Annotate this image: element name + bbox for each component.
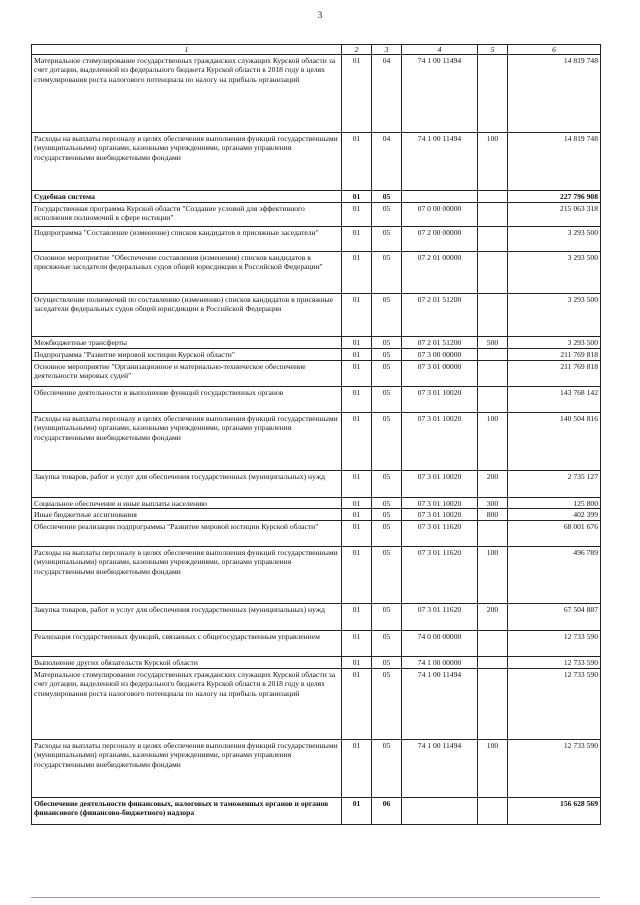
row-section-cell: 01 [342,203,372,227]
row-subsection-cell: 05 [372,668,402,739]
page-number: 3 [317,10,323,20]
column-header-csr: 4 [402,45,478,55]
row-name-cell: Расходы на выплаты персоналу в целях обеспечения выполнения функций государственными (муниципальными) органами, казенными учреждениями, органами управления государственными внебюджетными фондами [32,413,342,471]
row-expense-type-cell [478,294,508,337]
row-section-cell: 01 [342,520,372,546]
row-expense-type-cell [478,55,508,133]
row-target-article-cell: 74 1 00 11494 [402,668,478,739]
row-target-article-cell: 07 3 01 10020 [402,413,478,471]
row-subsection-cell: 05 [372,471,402,498]
row-expense-type-cell [478,227,508,252]
row-expense-type-cell [478,387,508,413]
row-amount-cell: 143 768 142 [508,387,601,413]
row-expense-type-cell: 200 [478,603,508,630]
row-amount-cell: 227 796 908 [508,191,601,203]
row-name-cell: Подпрограмма "Развитие мировой юстиции Курской области" [32,349,342,361]
row-subsection-cell: 05 [372,413,402,471]
row-name-cell: Социальное обеспечение и иные выплаты населению [32,498,342,509]
row-subsection-cell: 04 [372,55,402,133]
row-amount-cell: 496 789 [508,546,601,603]
page-bottom-edge [31,897,600,898]
row-expense-type-cell [478,361,508,387]
row-expense-type-cell: 300 [478,498,508,509]
row-target-article-cell: 74 0 00 00000 [402,630,478,656]
row-amount-cell: 215 063 318 [508,203,601,227]
row-name-cell: Межбюджетные трансферты [32,337,342,349]
column-header-pr: 3 [372,45,402,55]
row-target-article-cell: 07 3 01 11620 [402,520,478,546]
row-section-cell: 01 [342,498,372,509]
row-amount-cell: 67 504 887 [508,603,601,630]
row-target-article-cell: 07 2 01 00000 [402,252,478,294]
row-subsection-cell: 05 [372,337,402,349]
row-expense-type-cell: 100 [478,413,508,471]
row-expense-type-cell [478,191,508,203]
row-target-article-cell: 07 2 00 00000 [402,227,478,252]
row-amount-cell: 14 819 748 [508,55,601,133]
row-subsection-cell: 05 [372,603,402,630]
row-name-cell: Обеспечение реализации подпрограммы "Развитие мировой юстиции Курской области" [32,520,342,546]
row-name-cell: Реализация государственных функций, связанных с общегосударственным управлением [32,630,342,656]
row-subsection-cell: 05 [372,498,402,509]
table-row [32,603,601,630]
table-row [32,471,601,498]
row-subsection-cell: 05 [372,739,402,797]
row-section-cell: 01 [342,797,372,824]
row-target-article-cell: 07 2 01 51200 [402,294,478,337]
row-target-article-cell: 74 1 00 11494 [402,739,478,797]
row-section-cell: 01 [342,227,372,252]
row-amount-cell: 12 733 590 [508,739,601,797]
row-name-cell: Обеспечение деятельности финансовых, налоговых и таможенных органов и органов финансового (финансово-бюджетного) надзора [32,797,342,824]
row-target-article-cell [402,797,478,824]
row-amount-cell: 3 293 500 [508,337,601,349]
row-target-article-cell: 07 3 01 00000 [402,361,478,387]
row-subsection-cell: 05 [372,227,402,252]
table-row [32,509,601,520]
column-header-name: 1 [32,45,342,55]
row-amount-cell: 402 399 [508,509,601,520]
row-amount-cell: 3 293 500 [508,252,601,294]
row-target-article-cell: 74 1 00 11494 [402,133,478,191]
table-row [32,387,601,413]
row-section-cell: 01 [342,133,372,191]
row-expense-type-cell [478,656,508,668]
row-section-cell: 01 [342,413,372,471]
column-header-sum: 6 [508,45,601,55]
row-section-cell: 01 [342,349,372,361]
row-name-cell: Расходы на выплаты персоналу в целях обеспечения выполнения функций государственными (муниципальными) органами, казенными учреждениями, органами управления государственными внебюджетными фондами [32,546,342,603]
row-section-cell: 01 [342,191,372,203]
row-section-cell: 01 [342,55,372,133]
row-name-cell: Судебная система [32,191,342,203]
row-name-cell: Выполнение других обязательств Курской области [32,656,342,668]
row-name-cell: Закупка товаров, работ и услуг для обеспечения государственных (муниципальных) нужд [32,603,342,630]
row-target-article-cell: 07 3 01 11620 [402,603,478,630]
row-target-article-cell [402,191,478,203]
row-expense-type-cell: 100 [478,739,508,797]
table-row [32,520,601,546]
row-section-cell: 01 [342,337,372,349]
table-row [32,668,601,739]
row-target-article-cell: 74 1 00 11494 [402,55,478,133]
row-section-cell: 01 [342,603,372,630]
table-row [32,361,601,387]
row-expense-type-cell: 100 [478,133,508,191]
row-subsection-cell: 05 [372,656,402,668]
row-expense-type-cell [478,520,508,546]
row-amount-cell: 211 769 818 [508,361,601,387]
row-name-cell: Расходы на выплаты персоналу в целях обеспечения выполнения функций государственными (муниципальными) органами, казенными учреждениями, органами управления государственными внебюджетными фондами [32,739,342,797]
row-amount-cell: 12 733 590 [508,668,601,739]
row-target-article-cell: 07 3 00 00000 [402,349,478,361]
row-subsection-cell: 05 [372,387,402,413]
row-expense-type-cell [478,349,508,361]
table-row [32,349,601,361]
row-subsection-cell: 05 [372,546,402,603]
row-section-cell: 01 [342,471,372,498]
row-subsection-cell: 05 [372,509,402,520]
table-row [32,630,601,656]
row-amount-cell: 68 001 676 [508,520,601,546]
row-section-cell: 01 [342,252,372,294]
row-name-cell: Иные бюджетные ассигнования [32,509,342,520]
row-name-cell: Осуществление полномочий по составлению (изменению) списков кандидатов в присяжные заседатели федеральных судов общей юрисдикции в Российской Федерации [32,294,342,337]
column-header-vr: 5 [478,45,508,55]
row-target-article-cell: 74 1 00 00000 [402,656,478,668]
row-section-cell: 01 [342,630,372,656]
row-expense-type-cell: 100 [478,546,508,603]
row-subsection-cell: 06 [372,797,402,824]
row-target-article-cell: 07 3 01 11620 [402,546,478,603]
row-section-cell: 01 [342,656,372,668]
row-expense-type-cell [478,252,508,294]
row-section-cell: 01 [342,294,372,337]
row-amount-cell: 14 819 748 [508,133,601,191]
row-section-cell: 01 [342,509,372,520]
row-section-cell: 01 [342,546,372,603]
budget-table [31,44,601,825]
column-header-rz: 2 [342,45,372,55]
row-amount-cell: 156 628 569 [508,797,601,824]
row-expense-type-cell [478,797,508,824]
row-name-cell: Расходы на выплаты персоналу в целях обеспечения выполнения функций государственными (муниципальными) органами, казенными учреждениями, органами управления государственными внебюджетными фондами [32,133,342,191]
row-name-cell: Закупка товаров, работ и услуг для обеспечения государственных (муниципальных) нужд [32,471,342,498]
row-expense-type-cell: 200 [478,471,508,498]
row-name-cell: Материальное стимулирование государственных гражданских служащих Курской области за счет дотации, выделенной из федерального бюджета Курской области в 2018 году в целях стимулирования роста налогового потенциала по налогу на прибыль организаций [32,55,342,133]
table-row [32,337,601,349]
table-row [32,546,601,603]
table-row [32,252,601,294]
table-row [32,498,601,509]
row-subsection-cell: 05 [372,630,402,656]
row-section-cell: 01 [342,739,372,797]
table-row [32,203,601,227]
row-name-cell: Основное мероприятие "Организационное и материально-техническое обеспечение деятельности мировых судей" [32,361,342,387]
row-expense-type-cell: 800 [478,509,508,520]
row-amount-cell: 3 293 500 [508,294,601,337]
row-amount-cell: 3 293 500 [508,227,601,252]
row-amount-cell: 12 733 590 [508,630,601,656]
row-name-cell: Основное мероприятие "Обеспечение составления (изменения) списков кандидатов в присяжные заседатели федеральных судов общей юрисдикции в Российской Федерации" [32,252,342,294]
table-row [32,739,601,797]
row-expense-type-cell: 500 [478,337,508,349]
row-subsection-cell: 05 [372,203,402,227]
table-row [32,227,601,252]
row-section-cell: 01 [342,361,372,387]
row-name-cell: Подпрограмма "Составление (изменение) списков кандидатов в присяжные заседатели" [32,227,342,252]
row-expense-type-cell [478,630,508,656]
row-target-article-cell: 07 0 00 00000 [402,203,478,227]
table-row [32,55,601,133]
row-subsection-cell: 05 [372,361,402,387]
row-subsection-cell: 04 [372,133,402,191]
table-row [32,656,601,668]
table-row [32,413,601,471]
row-expense-type-cell [478,668,508,739]
row-amount-cell: 125 800 [508,498,601,509]
table-row [32,294,601,337]
row-name-cell: Государственная программа Курской области "Создание условий для эффективного исполнения полномочий в сфере юстиции" [32,203,342,227]
row-section-cell: 01 [342,387,372,413]
row-expense-type-cell [478,203,508,227]
row-target-article-cell: 07 3 01 10020 [402,509,478,520]
row-subsection-cell: 05 [372,520,402,546]
row-target-article-cell: 07 3 01 10020 [402,387,478,413]
row-subsection-cell: 05 [372,191,402,203]
table-row [32,133,601,191]
row-amount-cell: 12 733 590 [508,656,601,668]
table-row [32,191,601,203]
row-section-cell: 01 [342,668,372,739]
row-target-article-cell: 07 3 01 10020 [402,471,478,498]
row-name-cell: Обеспечение деятельности и выполнение функций государственных органов [32,387,342,413]
row-amount-cell: 140 504 816 [508,413,601,471]
row-subsection-cell: 05 [372,294,402,337]
row-amount-cell: 211 769 818 [508,349,601,361]
table-row [32,797,601,824]
row-subsection-cell: 05 [372,349,402,361]
row-amount-cell: 2 735 127 [508,471,601,498]
column-number-header-row [32,45,601,55]
row-subsection-cell: 05 [372,252,402,294]
row-target-article-cell: 07 3 01 10020 [402,498,478,509]
row-name-cell: Материальное стимулирование государственных гражданских служащих Курской области за счет дотации, выделенной из федерального бюджета Курской области в 2018 году в целях стимулирования роста налогового потенциала по налогу на прибыль организаций [32,668,342,739]
row-target-article-cell: 07 2 01 51200 [402,337,478,349]
